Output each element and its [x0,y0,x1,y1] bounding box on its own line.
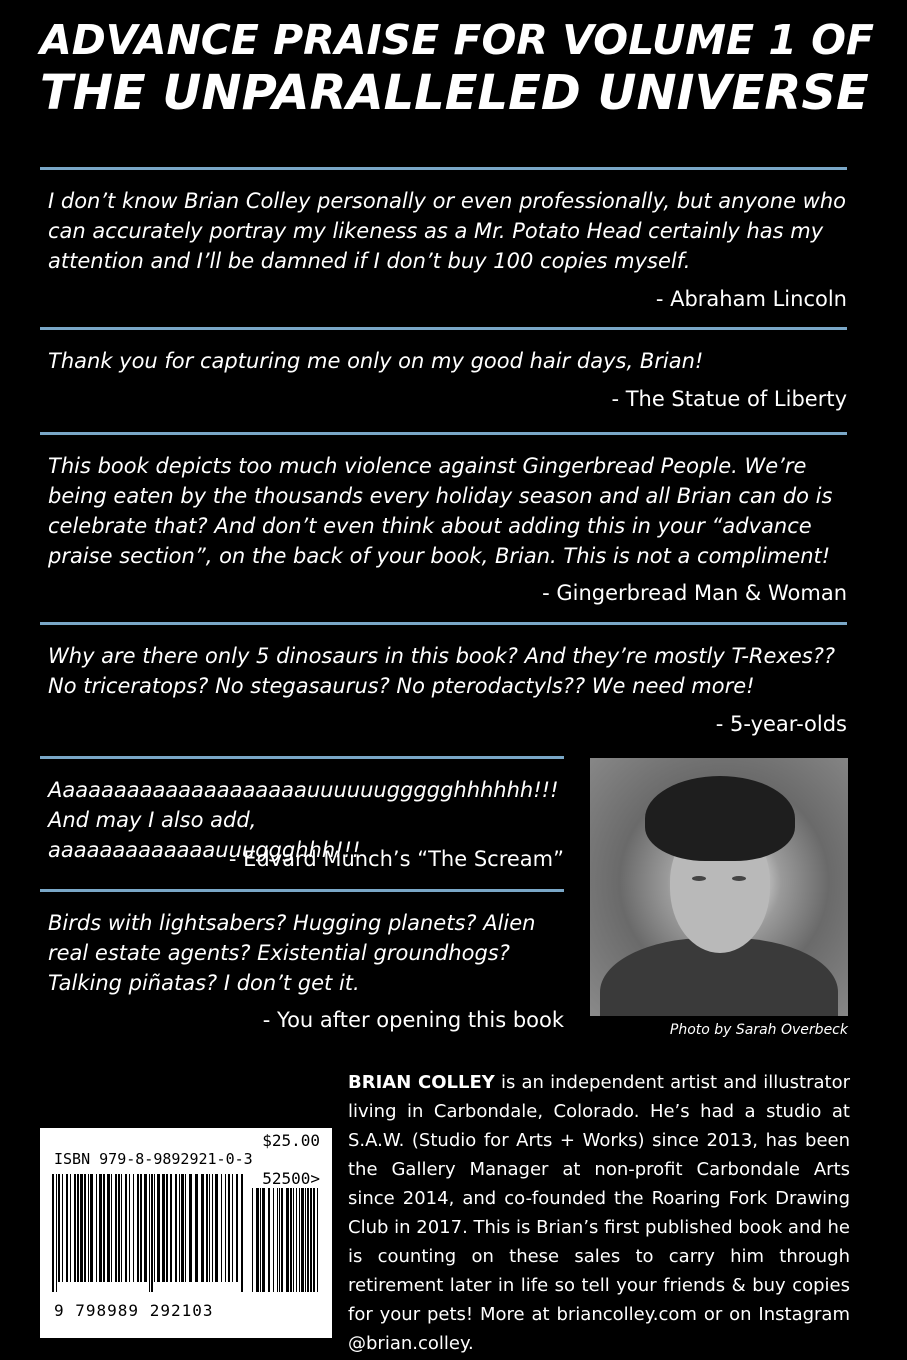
barcode-addon-bar [317,1188,318,1292]
author-bio [348,1068,850,1358]
barcode-bar [185,1174,186,1282]
divider [40,167,847,170]
barcode-bar [121,1174,122,1282]
barcode-bar [84,1174,86,1282]
barcode-bar [225,1174,226,1282]
barcode-bar [115,1174,117,1282]
barcode-addon-bar [260,1188,261,1292]
quote-line: attention and I’ll be damned if I don’t buy 100 copies myself. [48,249,691,273]
barcode-bar [96,1174,97,1282]
barcode-bar [201,1174,204,1282]
author-name: BRIAN COLLEY [348,1072,495,1093]
quote-line: Why are there only 5 dinosaurs in this book? And they’re mostly T-Rexes?? [48,644,836,668]
barcode-bar [166,1174,168,1282]
barcode-bar [140,1174,142,1282]
barcode-addon-bar [262,1188,265,1292]
quote-attribution: - Gingerbread Man & Woman [542,581,847,605]
barcode-bar [118,1174,120,1282]
author-photo [590,758,848,1016]
barcode-addon-bar [268,1188,270,1292]
barcode-bar [144,1174,147,1282]
quote-text [48,908,568,998]
barcode-bar [175,1174,177,1282]
quote-line: Aaaaaaaaaaaaaaaaaaaauuuuuuggggghhhhhh!!! [48,778,559,802]
barcode-bars [52,1174,320,1294]
barcode-bar [125,1174,127,1282]
page-title [40,16,880,121]
barcode-bar [149,1174,150,1292]
barcode-bar [221,1174,222,1282]
barcode-addon-bar [256,1188,259,1292]
barcode-addon-bar [252,1188,253,1292]
barcode [40,1128,332,1338]
barcode-addon-bar [290,1188,292,1292]
quote-text [48,641,848,701]
barcode-bar [215,1174,218,1282]
barcode-addon-bar [279,1188,280,1292]
barcode-bar [90,1174,93,1282]
barcode-bar [179,1174,180,1282]
barcode-bar [151,1174,153,1292]
barcode-bar [88,1174,89,1282]
barcode-bar [189,1174,192,1282]
barcode-bar [170,1174,172,1282]
barcode-bar [157,1174,160,1282]
barcode-bar [129,1174,130,1282]
photo-eye [732,876,746,881]
barcode-isbn: ISBN 979-8-9892921-0-3 [54,1150,253,1168]
title-line-1: ADVANCE PRAISE FOR VOLUME 1 OF [40,16,875,64]
divider [40,622,847,625]
barcode-bar [181,1174,184,1282]
quote-line: being eaten by the thousands every holiday season and all Brian can do is [48,484,833,508]
barcode-bar [111,1174,112,1282]
quote-attribution: - Edvard Munch’s “The Scream” [228,847,564,871]
barcode-bar [62,1174,63,1282]
barcode-bar [236,1174,238,1282]
barcode-addon-bar [299,1188,300,1292]
barcode-bar [58,1174,60,1282]
barcode-addon-bar [286,1188,289,1292]
barcode-price: $25.00 [262,1131,320,1150]
barcode-addon-bar [313,1188,315,1292]
quote-attribution: - The Statue of Liberty [611,387,847,411]
barcode-bar [74,1174,76,1282]
barcode-addon: 52500> [262,1169,320,1188]
barcode-bar [66,1174,68,1282]
barcode-addon-bar [310,1188,312,1292]
barcode-bar [162,1174,165,1282]
barcode-bar [103,1174,105,1282]
barcode-bar [195,1174,198,1282]
quote-line: can accurately portray my likeness as a Mr. Potato Head certainly has my [48,219,824,243]
barcode-bar [206,1174,208,1282]
quote-attribution: - You after opening this book [262,1008,564,1032]
divider [40,327,847,330]
quote-line: No triceratops? No stegasaurus? No pterodactyls?? We need more! [48,674,755,698]
quote-line: And may I also add, aaaaaaaaaaaaauuuggghhh!!! [48,808,361,862]
barcode-addon-bar [281,1188,283,1292]
divider [40,889,564,892]
barcode-number: 9 798989 292103 [54,1301,214,1320]
quote-attribution: - 5-year-olds [715,712,847,736]
barcode-addon-bar [296,1188,297,1292]
barcode-bar [56,1174,57,1292]
barcode-bar [212,1174,213,1282]
barcode-bar [99,1174,102,1282]
barcode-bar [70,1174,71,1282]
barcode-bar [241,1174,243,1292]
barcode-bar [228,1174,230,1282]
barcode-bar [80,1174,83,1282]
barcode-bar [52,1174,54,1292]
quote-line: I don’t know Brian Colley personally or even professionally, but anyone who [48,189,846,213]
barcode-bar [209,1174,210,1282]
barcode-bar [77,1174,79,1282]
barcode-addon-bar [273,1188,274,1292]
barcode-addon-bar [301,1188,304,1292]
quote-line: celebrate that? And don’t even think about adding this in your “advance [48,514,812,538]
barcode-bar [232,1174,233,1282]
quote-line: This book depicts too much violence against Gingerbread People. We’re [48,454,807,478]
quote-line: Thank you for capturing me only on my good hair days, Brian! [48,349,704,373]
quote-line: Birds with lightsabers? Hugging planets? Alien [48,911,536,935]
title-line-2: THE UNPARALLELED UNIVERSE [40,65,869,121]
quote-line: praise section”, on the back of your book, Brian. This is not a compliment! [48,544,831,568]
barcode-addon-bar [307,1188,309,1292]
barcode-bar [107,1174,110,1282]
photo-hair [645,776,795,861]
quote-text [48,346,848,376]
quote-text [48,186,848,276]
barcode-addon-bar [293,1188,294,1292]
quote-line: Talking piñatas? I don’t get it. [48,971,360,995]
quote-text [48,451,848,571]
photo-credit: Photo by Sarah Overbeck [669,1022,848,1038]
divider [40,756,564,759]
divider [40,432,847,435]
barcode-bar [154,1174,155,1282]
barcode-addon-bar [277,1188,278,1292]
barcode-addon-bar [305,1188,306,1292]
barcode-bar [133,1174,134,1282]
photo-eye [692,876,706,881]
quote-line: real estate agents? Existential groundhogs? [48,941,510,965]
bio-text: is an independent artist and illustrator living in Carbondale, Colorado. He’s had a studio at S.A.W. (Studio for Arts + Works) since 2013, has been the Gallery Manager at non-profit Carbondale Arts since 2014, and co-founded the Roaring Fork Drawing Club in 2017. This is Brian’s first published book and he is counting on these sales to carry him through retirement later in life so tell your friends & buy copies for your pets! More at briancolley.com or on Instagram @brian.colley. [348,1072,850,1354]
quote-attribution: - Abraham Lincoln [655,287,847,311]
barcode-bar [137,1174,139,1282]
